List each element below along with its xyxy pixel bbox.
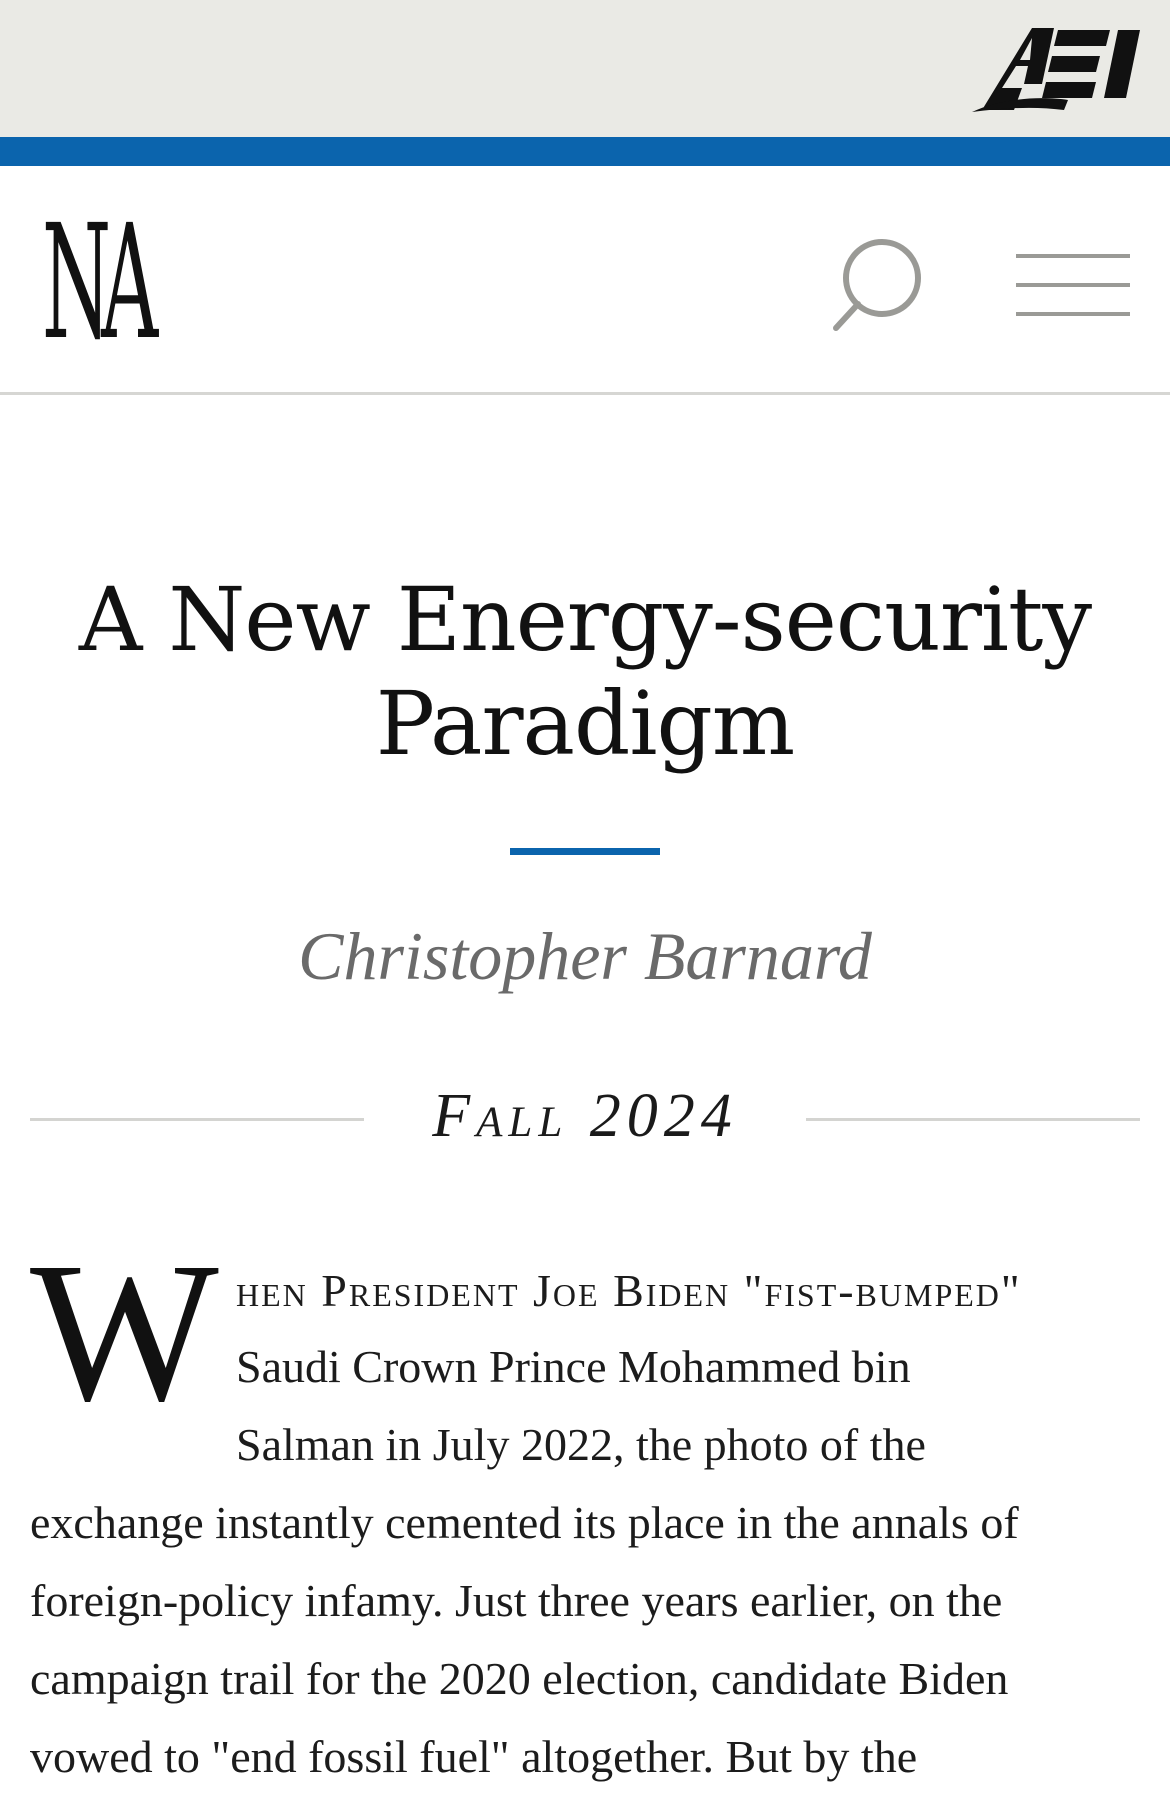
body-line: exchange instantly cemented its place in the annals of bbox=[30, 1497, 1019, 1548]
accent-rule bbox=[0, 137, 1170, 166]
body-line: Saudi Crown Prince Mohammed bin bbox=[236, 1341, 911, 1392]
author-link[interactable]: Christopher Barnard bbox=[298, 918, 872, 994]
site-logo[interactable]: NA bbox=[42, 191, 149, 375]
issue-divider-right bbox=[806, 1118, 1140, 1121]
search-button[interactable] bbox=[832, 236, 932, 336]
body-line: campaign trail for the 2020 election, candidate Biden bbox=[30, 1653, 1009, 1704]
article-title: A New Energy-security Paradigm bbox=[78, 568, 1092, 775]
issue-row bbox=[30, 1076, 1140, 1166]
body-line: hen President Joe Biden "fist-bumped" bbox=[236, 1265, 1022, 1316]
aei-banner bbox=[0, 0, 1170, 137]
issue-link[interactable]: Fall 2024 bbox=[432, 1082, 738, 1150]
aei-logo[interactable] bbox=[972, 26, 1142, 112]
drop-cap: W bbox=[30, 1222, 219, 1443]
body-line: foreign-policy infamy. Just three years earlier, on the bbox=[30, 1575, 1003, 1626]
hamburger-menu-icon bbox=[1014, 250, 1132, 320]
body-line: Salman in July 2022, the photo of the bbox=[236, 1419, 926, 1470]
search-icon bbox=[832, 236, 932, 336]
body-line: vowed to "end fossil fuel" altogether. But by the bbox=[30, 1731, 918, 1782]
issue-divider-left bbox=[30, 1118, 364, 1121]
menu-button[interactable] bbox=[1014, 250, 1132, 320]
site-header bbox=[0, 166, 1170, 395]
title-rule bbox=[510, 848, 660, 855]
